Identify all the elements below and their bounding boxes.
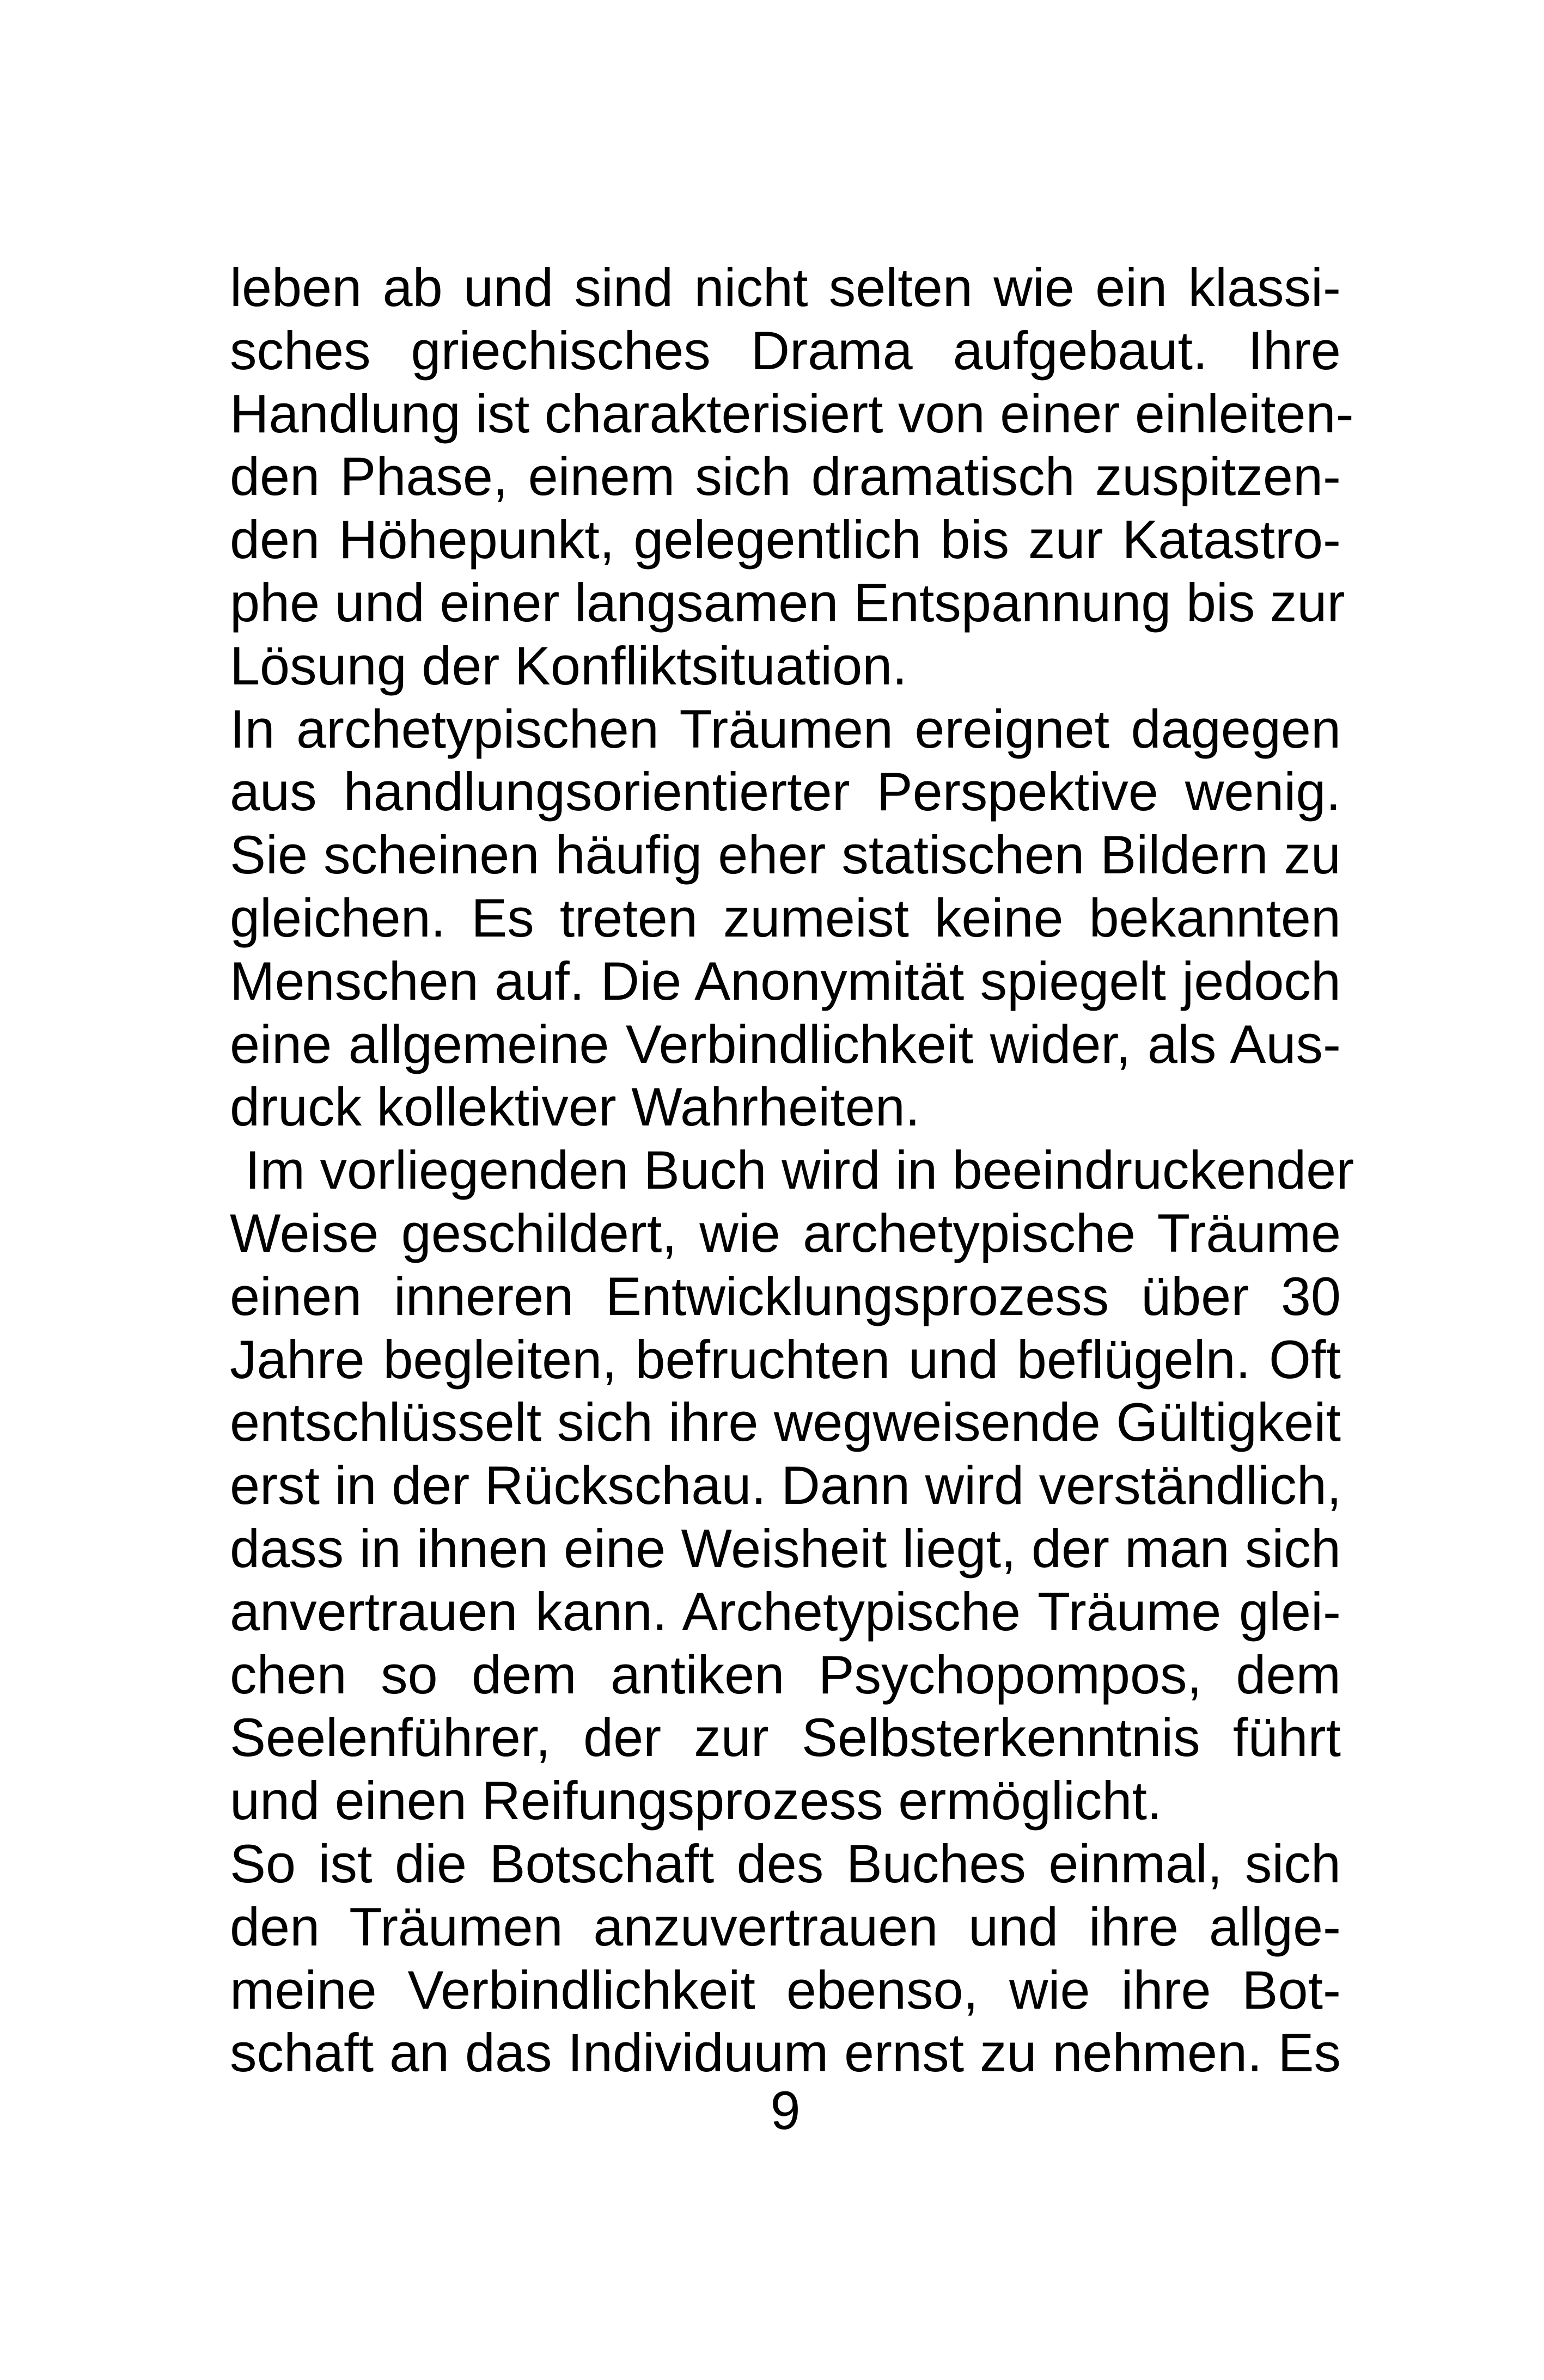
text-line: gleichen. Es treten zumeist keine bekannten	[230, 887, 1341, 948]
text-line: phe und einer langsamen Entspannung bis zur	[230, 572, 1345, 633]
text-line: leben ab und sind nicht selten wie ein klassi-	[230, 257, 1341, 317]
text-line: Lösung der Konfliktsituation.	[230, 635, 907, 696]
paragraph-2	[230, 698, 1341, 1139]
text-line: schaft an das Individuum ernst zu nehmen. Es	[230, 2022, 1341, 2083]
paragraph-3	[230, 1139, 1354, 1832]
page-number: 9	[770, 2080, 801, 2140]
text-line: den Höhepunkt, gelegentlich bis zur Katastro-	[230, 509, 1341, 570]
paragraph-4	[230, 1832, 1341, 2084]
text-line: anvertrauen kann. Archetypische Träume glei-	[230, 1581, 1341, 1642]
text-line: Seelenführer, der zur Selbsterkenntnis führt	[230, 1707, 1341, 1768]
text-line: druck kollektiver Wahrheiten.	[230, 1076, 920, 1137]
text-line: meine Verbindlichkeit ebenso, wie ihre Bot-	[230, 1959, 1341, 2020]
text-line: Menschen auf. Die Anonymität spiegelt jedoch	[230, 950, 1341, 1011]
body-text	[230, 256, 1354, 2084]
text-line: Im vorliegenden Buch wird in beeindruckender	[245, 1140, 1354, 1201]
text-line: einen inneren Entwicklungsprozess über 30	[230, 1265, 1341, 1326]
text-line: den Phase, einem sich dramatisch zuspitzen-	[230, 446, 1341, 507]
text-line: den Träumen anzuvertrauen und ihre allge-	[230, 1896, 1341, 1957]
text-line: Sie scheinen häufig eher statischen Bildern zu	[230, 824, 1341, 885]
text-line: chen so dem antiken Psychopompos, dem	[230, 1644, 1341, 1705]
paragraph-1	[230, 256, 1354, 698]
text-line: dass in ihnen eine Weisheit liegt, der man sich	[230, 1518, 1341, 1578]
text-line: In archetypischen Träumen ereignet dagegen	[230, 698, 1341, 759]
text-line: aus handlungsorientierter Perspektive wenig.	[230, 761, 1341, 822]
text-line: entschlüsselt sich ihre wegweisende Gültigkeit	[230, 1392, 1341, 1453]
text-line: sches griechisches Drama aufgebaut. Ihre	[230, 320, 1341, 381]
text-line: und einen Reifungsprozess ermöglicht.	[230, 1770, 1162, 1831]
text-line: erst in der Rückschau. Dann wird verständlich,	[230, 1455, 1342, 1516]
text-line: So ist die Botschaft des Buches einmal, sich	[230, 1833, 1341, 1894]
text-line: Jahre begleiten, befruchten und beflügeln. Oft	[230, 1329, 1341, 1390]
text-line: Handlung ist charakterisiert von einer einleiten-	[230, 383, 1354, 444]
text-line: eine allgemeine Verbindlichkeit wider, als Aus-	[230, 1013, 1341, 1074]
text-line: Weise geschildert, wie archetypische Träume	[230, 1202, 1341, 1263]
